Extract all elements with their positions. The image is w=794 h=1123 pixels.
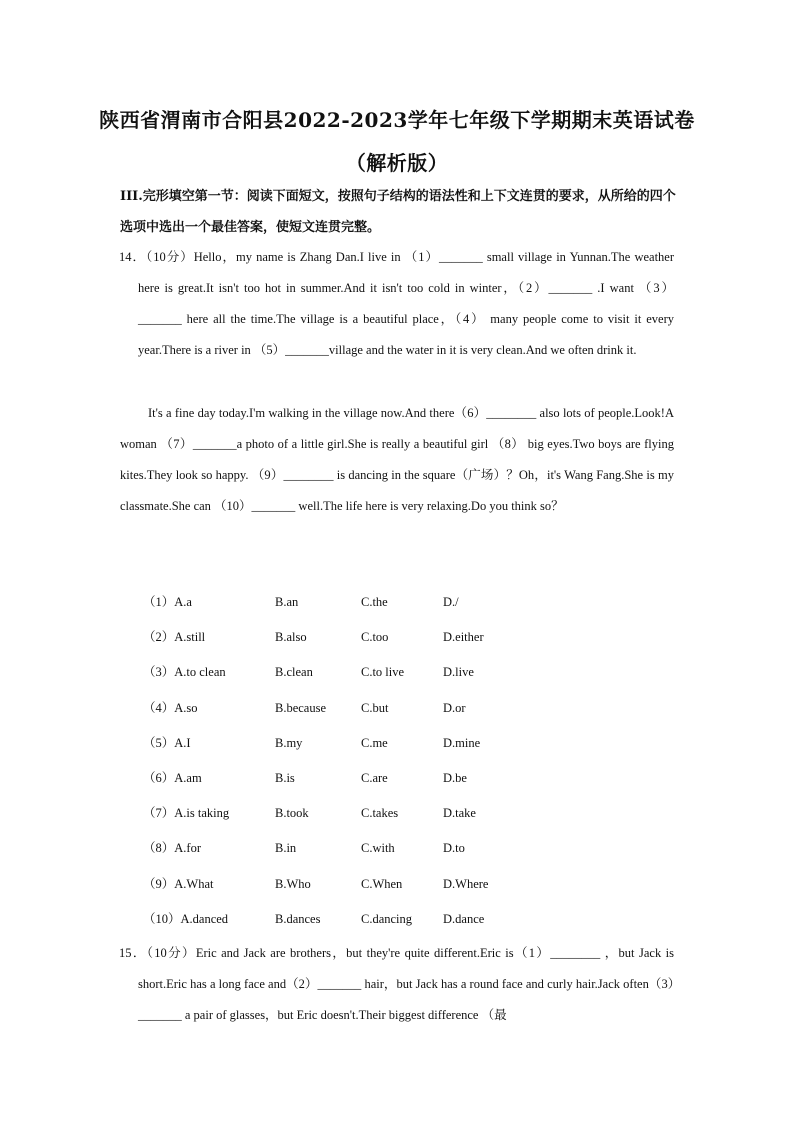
option-a: （10）A.danced — [143, 911, 229, 926]
option-row — [143, 622, 543, 657]
option-a: （9）A.What — [143, 876, 214, 891]
option-b: B.because — [275, 700, 327, 715]
option-d: D.live — [443, 665, 474, 680]
option-d: D.mine — [443, 735, 481, 750]
option-d: D.dance — [443, 911, 485, 926]
option-a: （6）A.am — [143, 770, 202, 785]
question-15-paragraph: 15．（10分）Eric and Jack are brothers，but they're quite different.Eric is（1）________ ，but Jack is short.Eric has a long face and（2）_______ hair，but Jack has a round face and curly hair.Jack often（3）_______ a pair of glasses，but Eric doesn't.Their biggest difference （最 — [119, 946, 674, 1022]
option-b: B.Who — [275, 876, 311, 891]
option-a: （2）A.still — [143, 630, 206, 645]
option-row — [143, 587, 543, 622]
option-d: D.either — [443, 630, 484, 645]
option-c: C.me — [361, 735, 388, 750]
option-d: D.to — [443, 841, 465, 856]
option-a: （4）A.so — [143, 700, 198, 715]
option-row — [143, 798, 543, 833]
option-row — [143, 869, 543, 904]
option-c: C.to live — [361, 665, 405, 680]
option-c: C.dancing — [361, 911, 413, 926]
option-row — [143, 833, 543, 868]
exam-subtitle: （解析版） — [345, 151, 449, 175]
option-d: D.Where — [443, 876, 489, 891]
option-d: D.or — [443, 700, 466, 715]
option-b: B.in — [275, 841, 297, 856]
option-row — [143, 728, 543, 763]
option-b: B.clean — [275, 665, 313, 680]
option-c: C.When — [361, 876, 403, 891]
option-c: C.too — [361, 630, 389, 645]
question-14-paragraph-2: It's a fine day today.I'm walking in the village now.And there（6）________ also lots of people.Look!A woman （7）_______a photo of a little girl.She is really a beautiful girl （8） big eyes.Two boys are flying kites.They look so happy. （9）________ is dancing in the square（广场）？Oh，it's Wang Fang.She is my classmate.She can （10）_______ well.The life here is very relaxing.Do you think so？ — [120, 406, 674, 513]
option-b: B.took — [275, 806, 309, 821]
option-row — [143, 693, 543, 728]
option-a: （3）A.to clean — [143, 665, 226, 680]
option-d: D.be — [443, 770, 467, 785]
option-b: B.is — [275, 770, 295, 785]
option-row — [143, 904, 543, 939]
option-b: B.an — [275, 595, 299, 609]
option-b: B.my — [275, 735, 303, 750]
options-table — [143, 587, 543, 939]
option-c: C.the — [361, 595, 388, 609]
option-c: C.with — [361, 841, 395, 856]
section-heading: III.完形填空第一节：阅读下面短文，按照句子结构的语法性和上下文连贯的要求，从所给的四个选项中选出一个最佳答案，使短文连贯完整。 — [120, 189, 676, 235]
option-c: C.are — [361, 770, 388, 785]
option-a: （1）A.a — [143, 595, 192, 609]
option-a: （8）A.for — [143, 841, 201, 856]
option-d: D./ — [443, 595, 459, 609]
option-a: （5）A.I — [143, 735, 191, 750]
option-c: C.but — [361, 700, 389, 715]
option-row — [143, 763, 543, 798]
option-a: （7）A.is taking — [143, 806, 230, 821]
option-b: B.also — [275, 630, 307, 645]
exam-title: 陕西省渭南市合阳县2022-2023学年七年级下学期期末英语试卷 — [99, 108, 695, 132]
option-d: D.take — [443, 806, 476, 821]
option-c: C.takes — [361, 806, 399, 821]
option-row — [143, 657, 543, 692]
question-14-paragraph-1: 14．（10分）Hello，my name is Zhang Dan.I live in （1）_______ small village in Yunnan.The weather here is great.It isn't too hot in summer.And it isn't too cold in winter，（2）_______ .I want （3）_______ here all the time.The village is a beautiful place，（4） many people come to visit it every year.There is a river in （5）_______village and the water in it is very clean.And we often drink it. — [119, 250, 674, 357]
option-b: B.dances — [275, 911, 321, 926]
